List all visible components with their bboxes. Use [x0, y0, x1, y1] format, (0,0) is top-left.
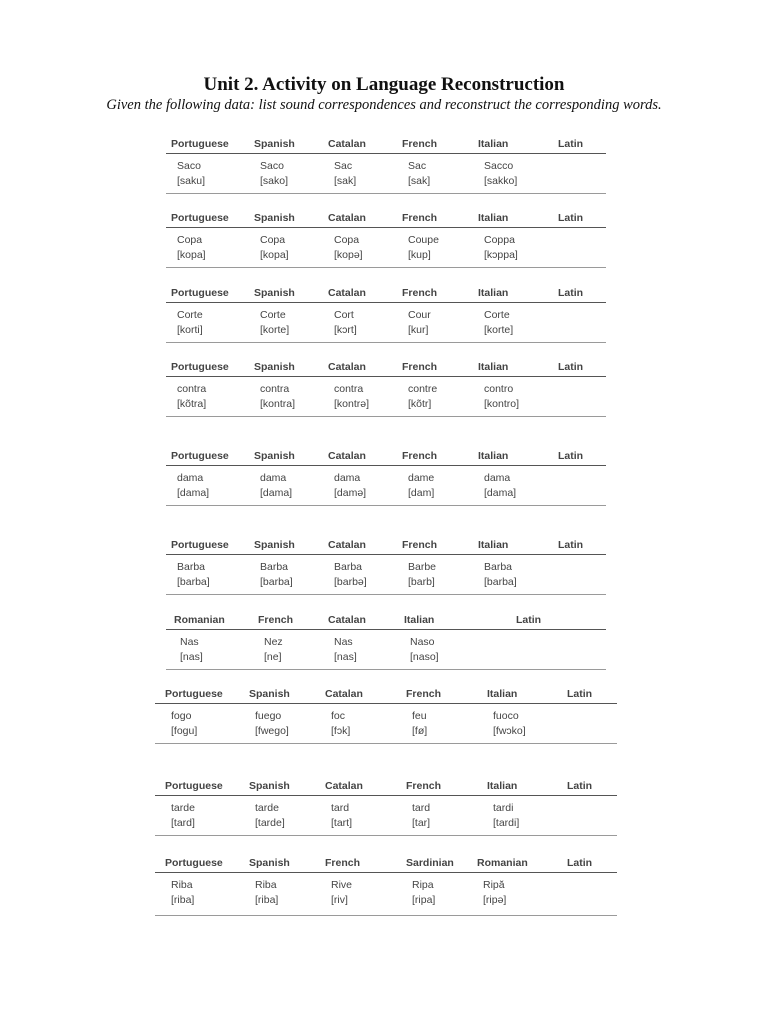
phonetic-transcription: [tar] [412, 817, 431, 829]
phonetic-transcription: [korti] [177, 324, 203, 336]
column-header-latin: Latin [558, 450, 584, 462]
column-header-french: French [402, 138, 438, 150]
word-form: Corte [260, 309, 286, 321]
word-form: Corte [484, 309, 510, 321]
correspondence-table [155, 857, 617, 917]
column-header-italian: Italian [478, 287, 509, 299]
column-header-latin: Latin [567, 857, 593, 869]
column-header-latin: Latin [558, 212, 584, 224]
header-rule [166, 376, 606, 377]
header-rule [166, 465, 606, 466]
correspondence-table [166, 361, 606, 418]
word-form: Copa [260, 234, 286, 246]
word-form: Sacco [484, 160, 514, 172]
table-bottom-rule [166, 416, 606, 417]
phonetic-transcription: [dama] [484, 487, 517, 499]
phonetic-transcription: [tarde] [255, 817, 285, 829]
word-form: Ripă [483, 879, 505, 891]
column-header-latin: Latin [558, 287, 584, 299]
header-rule [166, 302, 606, 303]
word-form: contro [484, 383, 514, 395]
column-header-portuguese: Portuguese [171, 450, 229, 462]
table-bottom-rule [166, 505, 606, 506]
word-form: dama [177, 472, 204, 484]
header-rule [166, 153, 606, 154]
phonetic-transcription: [barbə] [334, 576, 367, 588]
word-form: Barba [334, 561, 363, 573]
phonetic-transcription: [barba] [260, 576, 293, 588]
phonetic-transcription: [nas] [180, 651, 203, 663]
column-header-italian: Italian [404, 614, 435, 626]
header-rule [166, 629, 606, 630]
phonetic-transcription: [korte] [260, 324, 290, 336]
phonetic-transcription: [fwɔko] [493, 725, 526, 737]
word-form: contre [408, 383, 438, 395]
page-subtitle: Given the following data: list sound correspondences and reconstruct the corresponding words. [106, 97, 662, 113]
table-bottom-rule [155, 743, 617, 744]
column-header-portuguese: Portuguese [165, 857, 223, 869]
word-form: contra [334, 383, 364, 395]
phonetic-transcription: [dama] [177, 487, 210, 499]
phonetic-transcription: [fogu] [171, 725, 198, 737]
word-form: tard [331, 802, 350, 814]
column-header-french: French [402, 287, 438, 299]
phonetic-transcription: [fwego] [255, 725, 289, 737]
word-form: fuego [255, 710, 282, 722]
column-header-romanian: Romanian [477, 857, 528, 869]
correspondence-table [166, 212, 606, 269]
column-header-french: French [402, 450, 438, 462]
column-header-portuguese: Portuguese [165, 780, 223, 792]
word-form: tardi [493, 802, 514, 814]
phonetic-transcription: [fø] [412, 725, 428, 737]
word-form: Saco [260, 160, 284, 172]
phonetic-transcription: [barba] [177, 576, 210, 588]
word-form: tarde [171, 802, 195, 814]
phonetic-transcription: [kõtr] [408, 398, 432, 410]
phonetic-transcription: [tardi] [493, 817, 520, 829]
column-header-portuguese: Portuguese [171, 138, 229, 150]
word-form: dama [260, 472, 287, 484]
phonetic-transcription: [saku] [177, 175, 206, 187]
phonetic-transcription: [kontro] [484, 398, 520, 410]
word-form: fogo [171, 710, 192, 722]
phonetic-transcription: [kopa] [177, 249, 206, 261]
column-header-italian: Italian [487, 780, 518, 792]
column-header-french: French [325, 857, 361, 869]
column-header-french: French [402, 539, 438, 551]
word-form: tard [412, 802, 431, 814]
column-header-french: French [258, 614, 294, 626]
phonetic-transcription: [barba] [484, 576, 517, 588]
word-form: Cour [408, 309, 431, 321]
phonetic-transcription: [riba] [171, 894, 195, 906]
header-rule [155, 703, 617, 704]
column-header-italian: Italian [478, 450, 509, 462]
phonetic-transcription: [tard] [171, 817, 195, 829]
word-form: Barbe [408, 561, 437, 573]
column-header-portuguese: Portuguese [165, 688, 223, 700]
column-header-catalan: Catalan [328, 361, 366, 373]
phonetic-transcription: [kopa] [260, 249, 289, 261]
phonetic-transcription: [ne] [264, 651, 282, 663]
column-header-spanish: Spanish [254, 138, 295, 150]
column-header-portuguese: Portuguese [171, 361, 229, 373]
phonetic-transcription: [kontrə] [334, 398, 370, 410]
column-header-spanish: Spanish [249, 780, 290, 792]
word-form: Riba [255, 879, 277, 891]
phonetic-transcription: [nas] [334, 651, 357, 663]
word-form: tarde [255, 802, 279, 814]
column-header-catalan: Catalan [328, 212, 366, 224]
column-header-spanish: Spanish [254, 539, 295, 551]
word-form: Copa [177, 234, 203, 246]
table-bottom-rule [166, 669, 606, 670]
column-header-italian: Italian [478, 212, 509, 224]
header-rule [155, 795, 617, 796]
column-header-spanish: Spanish [254, 287, 295, 299]
word-form: dame [408, 472, 435, 484]
phonetic-transcription: [sako] [260, 175, 289, 187]
phonetic-transcription: [dam] [408, 487, 435, 499]
word-form: Copa [334, 234, 360, 246]
word-form: Nas [334, 636, 353, 648]
column-header-portuguese: Portuguese [171, 287, 229, 299]
word-form: contra [177, 383, 207, 395]
word-form: Nez [264, 636, 283, 648]
header-rule [155, 872, 617, 873]
table-bottom-rule [166, 193, 606, 194]
table-bottom-rule [166, 267, 606, 268]
column-header-catalan: Catalan [328, 614, 366, 626]
correspondence-table [166, 450, 606, 507]
table-bottom-rule [155, 915, 617, 916]
phonetic-transcription: [kur] [408, 324, 429, 336]
word-form: Corte [177, 309, 203, 321]
word-form: contra [260, 383, 290, 395]
word-form: Sac [408, 160, 427, 172]
column-header-spanish: Spanish [249, 857, 290, 869]
column-header-french: French [402, 361, 438, 373]
word-form: dama [484, 472, 511, 484]
phonetic-transcription: [sak] [408, 175, 431, 187]
column-header-spanish: Spanish [254, 450, 295, 462]
phonetic-transcription: [kopə] [334, 249, 363, 261]
correspondence-table [166, 287, 606, 344]
phonetic-transcription: [riba] [255, 894, 279, 906]
table-bottom-rule [155, 835, 617, 836]
column-header-latin: Latin [567, 780, 593, 792]
correspondence-table [166, 539, 606, 596]
word-form: Saco [177, 160, 201, 172]
column-header-french: French [406, 780, 442, 792]
phonetic-transcription: [riv] [331, 894, 348, 906]
column-header-latin: Latin [558, 539, 584, 551]
column-header-latin: Latin [558, 138, 584, 150]
word-form: foc [331, 710, 346, 722]
column-header-italian: Italian [478, 361, 509, 373]
phonetic-transcription: [korte] [484, 324, 514, 336]
phonetic-transcription: [damə] [334, 487, 367, 499]
column-header-italian: Italian [478, 138, 509, 150]
page-title: Unit 2. Activity on Language Reconstruction [203, 74, 565, 95]
correspondence-table [166, 614, 606, 671]
column-header-latin: Latin [558, 361, 584, 373]
word-form: Nas [180, 636, 199, 648]
correspondence-table [155, 780, 617, 837]
word-form: Ripa [412, 879, 434, 891]
column-header-french: French [406, 688, 442, 700]
word-form: Coppa [484, 234, 515, 246]
phonetic-transcription: [kontra] [260, 398, 296, 410]
phonetic-transcription: [tart] [331, 817, 353, 829]
word-form: feu [412, 710, 427, 722]
word-form: Sac [334, 160, 353, 172]
word-form: Coupe [408, 234, 439, 246]
phonetic-transcription: [dama] [260, 487, 293, 499]
column-header-catalan: Catalan [325, 780, 363, 792]
word-form: Barba [177, 561, 206, 573]
word-form: Naso [410, 636, 435, 648]
word-form: Rive [331, 879, 353, 891]
column-header-italian: Italian [478, 539, 509, 551]
column-header-catalan: Catalan [328, 287, 366, 299]
column-header-spanish: Spanish [249, 688, 290, 700]
table-bottom-rule [166, 342, 606, 343]
header-rule [166, 227, 606, 228]
phonetic-transcription: [kup] [408, 249, 431, 261]
phonetic-transcription: [sak] [334, 175, 357, 187]
phonetic-transcription: [ripa] [412, 894, 436, 906]
column-header-portuguese: Portuguese [171, 212, 229, 224]
word-form: Barba [260, 561, 289, 573]
phonetic-transcription: [fɔk] [331, 725, 351, 737]
word-form: Riba [171, 879, 193, 891]
correspondence-table [155, 688, 617, 745]
column-header-italian: Italian [487, 688, 518, 700]
column-header-latin: Latin [567, 688, 593, 700]
word-form: Cort [334, 309, 354, 321]
column-header-spanish: Spanish [254, 361, 295, 373]
column-header-catalan: Catalan [328, 138, 366, 150]
header-rule [166, 554, 606, 555]
phonetic-transcription: [ripə] [483, 894, 507, 906]
column-header-catalan: Catalan [325, 688, 363, 700]
word-form: fuoco [493, 710, 519, 722]
column-header-french: French [402, 212, 438, 224]
column-header-catalan: Catalan [328, 450, 366, 462]
phonetic-transcription: [naso] [410, 651, 439, 663]
phonetic-transcription: [barb] [408, 576, 435, 588]
column-header-catalan: Catalan [328, 539, 366, 551]
word-form: Barba [484, 561, 513, 573]
phonetic-transcription: [kõtra] [177, 398, 207, 410]
word-form: dama [334, 472, 361, 484]
column-header-portuguese: Portuguese [171, 539, 229, 551]
column-header-sardinian: Sardinian [406, 857, 454, 869]
phonetic-transcription: [kɔrt] [334, 324, 357, 336]
column-header-latin: Latin [516, 614, 542, 626]
column-header-romanian: Romanian [174, 614, 225, 626]
correspondence-table [166, 138, 606, 195]
table-bottom-rule [166, 594, 606, 595]
column-header-spanish: Spanish [254, 212, 295, 224]
phonetic-transcription: [sakko] [484, 175, 518, 187]
phonetic-transcription: [kɔppa] [484, 249, 518, 261]
